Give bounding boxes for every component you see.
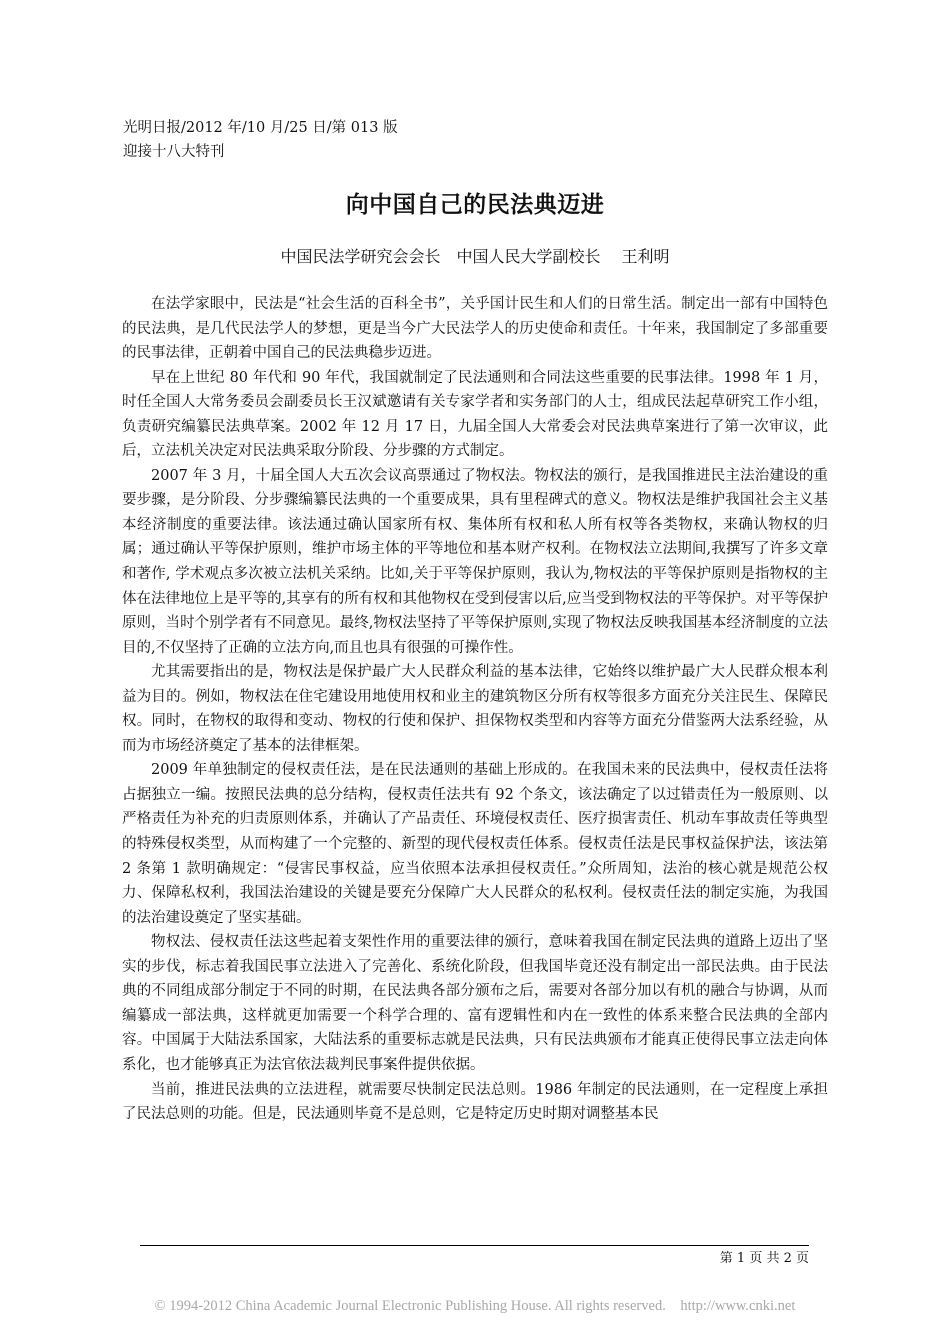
article-body [122,292,828,1127]
paragraph: 2007 年 3 月，十届全国人大五次会议高票通过了物权法。物权法的颁行，是我国推进民主法治建设的重要步骤，是分阶段、分步骤编纂民法典的一个重要成果，具有里程碑式的意义。物权法是维护我国社会主义基本经济制度的重要法律。该法通过确认国家所有权、集体所有权和私人所有权等各类物权，来确认物权的归属；通过确认平等保护原则，维护市场主体的平等地位和基本财产权利。在物权法立法期间,我撰写了许多文章和著作, 学术观点多次被立法机关采纳。比如,关于平等保护原则，我认为,物权法的平等保护原则是指物权的主体在法律地位上是平等的,其享有的所有权和其他物权在受到侵害以后,应当受到物权法的平等保护。对平等保护原则，当时个别学者有不同意见。最终,物权法坚持了平等保护原则,实现了物权法反映我国基本经济制度的立法目的,不仅坚持了正确的立法方向,而且也具有很强的可操作性。 [122,467,828,656]
footer-divider [140,1245,809,1246]
article-title: 向中国自己的民法典迈进 [345,192,605,218]
paragraph: 早在上世纪 80 年代和 90 年代，我国就制定了民法通则和合同法这些重要的民事法律。1998 年 1 月，时任全国人大常务委员会副委员长王汉斌邀请有关专家学者和实务部门的人士，组成民法起草研究工作小组，负责研究编纂民法典草案。2002 年 12 月 17 日，九届全国人大常委会对民法典草案进行了第一次审议，此后，立法机关决定对民法典采取分阶段、分步骤的方式制定。 [122,369,828,460]
source-info [123,116,398,164]
paragraph: 2009 年单独制定的侵权责任法，是在民法通则的基础上形成的。在我国未来的民法典中，侵权责任法将占据独立一编。按照民法典的总分结构，侵权责任法共有 92 个条文，该法确定了以过错责任为一般原则、以严格责任为补充的归责原则体系，并确认了产品责任、环境侵权责任、医疗损害责任、机动车事故责任等典型的特殊侵权类型，从而构建了一个完整的、新型的现代侵权责任体系。侵权责任法是民事权益保护法，该法第 2 条第 1 款明确规定：“侵害民事权益，应当依照本法承担侵权责任。”众所周知，法治的核心就是规范公权力、保障私权利，我国法治建设的关键是要充分保障广大人民群众的私权利。侵权责任法的制定实施，为我国的法治建设奠定了坚实基础。 [122,762,828,926]
paragraph: 在法学家眼中，民法是“社会生活的百科全书”，关乎国计民生和人们的日常生活。制定出一部有中国特色的民法典，是几代民法学人的梦想，更是当今广大民法学人的历史使命和责任。十年来，我国制定了多部重要的民事法律，正朝着中国自己的民法典稳步迈进。 [122,296,828,362]
source-line: 光明日报/2012 年/10 月/25 日/第 013 版 [123,120,398,136]
paragraph: 当前，推进民法典的立法进程，就需要尽快制定民法总则。1986 年制定的民法通则，在一定程度上承担了民法总则的功能。但是，民法通则毕竟不是总则，它是特定历史时期对调整基本民 [122,1081,828,1123]
paragraph: 物权法、侵权责任法这些起着支架性作用的重要法律的颁行，意味着我国在制定民法典的道路上迈出了坚实的步伐，标志着我国民事立法进入了完善化、系统化阶段，但我国毕竟还没有制定出一部民法典。由于民法典的不同组成部分制定于不同的时期，在民法典各部分颁布之后，需要对各部分加以有机的融合与协调，从而编纂成一部法典，这样就更加需要一个科学合理的、富有逻辑性和内在一致性的体系来整合民法典的全部内容。中国属于大陆法系国家，大陆法系的重要标志就是民法典，只有民法典颁布才能真正使得民事立法走向体系化，也才能够真正为法官依法裁判民事案件提供依据。 [122,934,828,1073]
copyright-notice: © 1994-2012 China Academic Journal Electronic Publishing House. All rights reserved. http://www.cnki.net [154,1298,796,1314]
paragraph: 尤其需要指出的是，物权法是保护最广大人民群众利益的基本法律，它始终以维护最广大人民群众根本利益为目的。例如，物权法在住宅建设用地使用权和业主的建筑物区分所有权等很多方面充分关注民生、保障民权。同时，在物权的取得和变动、物权的行使和保护、担保物权类型和内容等方面充分借鉴两大法系经验，从而为市场经济奠定了基本的法律框架。 [122,664,828,754]
page-indicator: 第 1 页 共 2 页 [719,1251,809,1266]
column-name: 迎接十八大特刊 [123,144,225,160]
author-byline: 中国民法学研究会会长 中国人民大学副校长 王利明 [280,247,670,266]
